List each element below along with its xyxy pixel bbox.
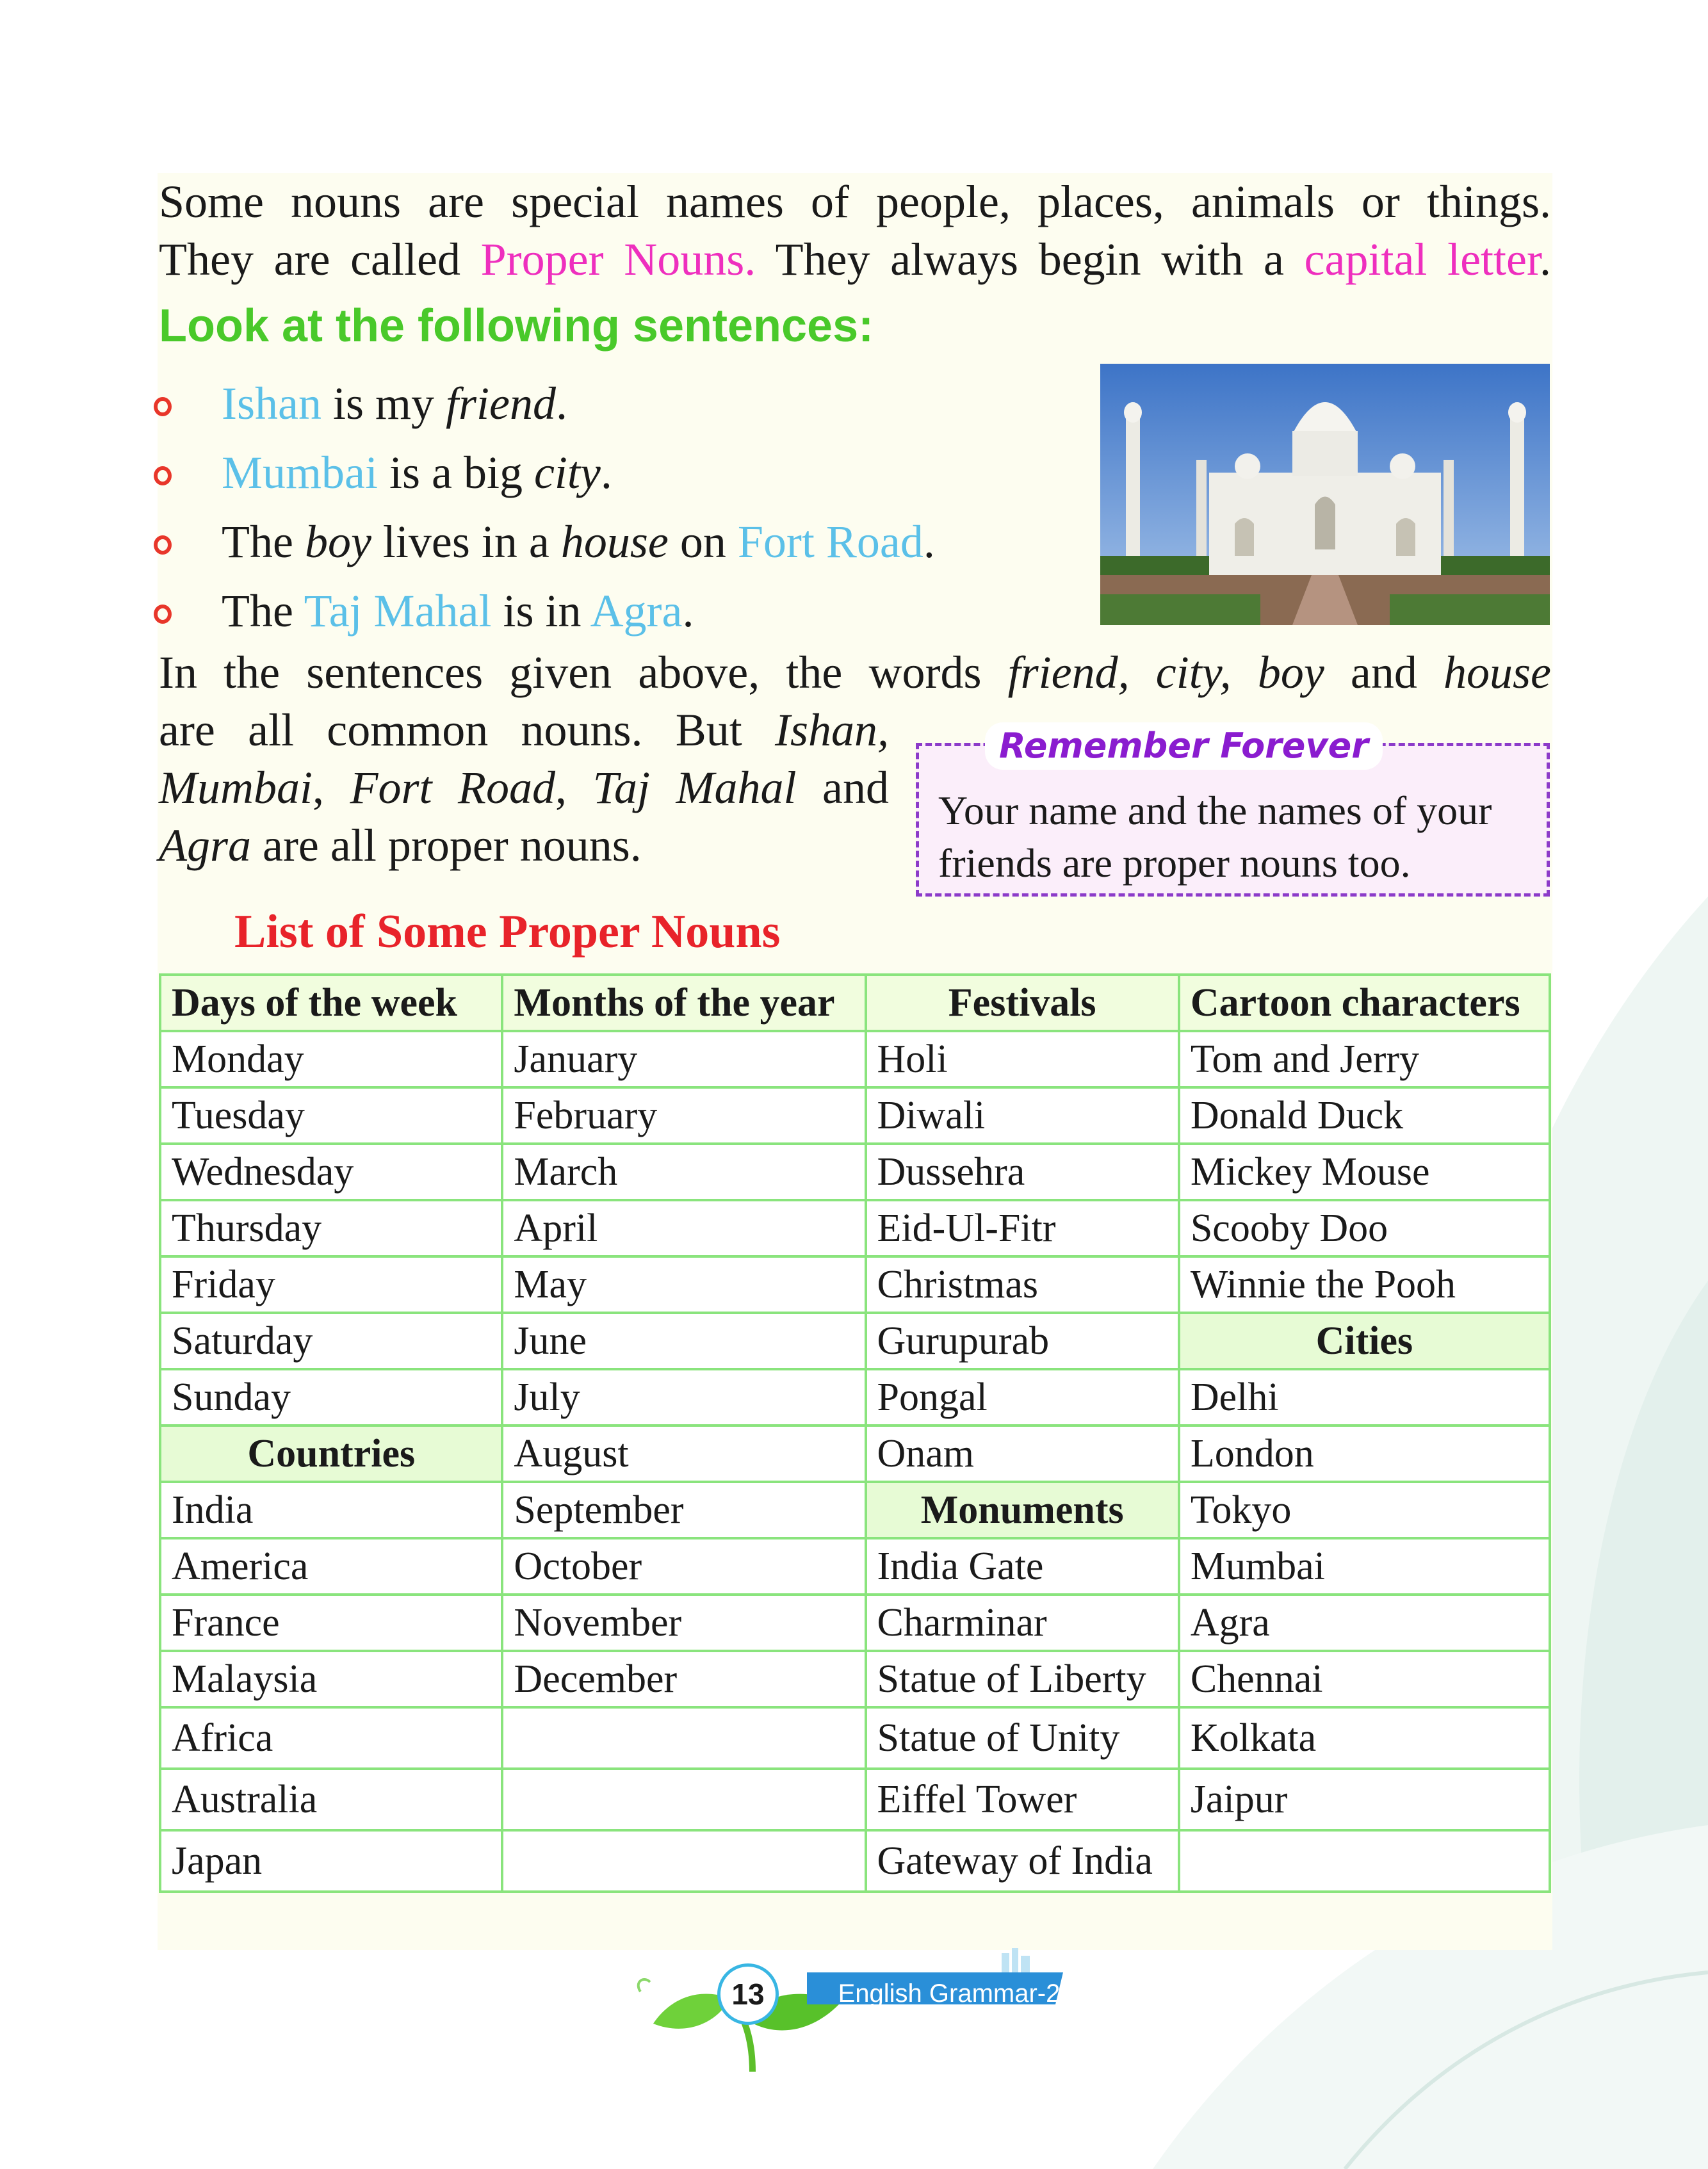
table-cell: Jaipur [1179, 1769, 1550, 1830]
table-cell: Saturday [160, 1313, 502, 1369]
intro-text: . [1540, 234, 1551, 285]
table-row [160, 1651, 1550, 1707]
sentence-text: is in [491, 585, 590, 637]
table-cell: Charminar [866, 1595, 1179, 1651]
sentence-text: The [222, 585, 304, 637]
column-header: Days of the week [160, 975, 502, 1031]
proper-noun: Fort Road [737, 516, 923, 567]
table-cell: Wednesday [160, 1144, 502, 1200]
intro-text: They always begin with a [756, 234, 1305, 285]
table-cell [502, 1769, 865, 1830]
intro-paragraph [159, 173, 1551, 288]
sentence-text: . [555, 378, 567, 429]
table-cell: Africa [160, 1707, 502, 1769]
table-row [160, 1256, 1550, 1313]
intro-line-1: Some nouns are special names of people, places, animals or things. [159, 176, 1551, 227]
explanation-text: , [312, 762, 350, 813]
table-cell: Donald Duck [1179, 1087, 1550, 1144]
table-cell: Mickey Mouse [1179, 1144, 1550, 1200]
table-cell: Holi [866, 1031, 1179, 1087]
table-cell: Dussehra [866, 1144, 1179, 1200]
table-cell: India Gate [866, 1538, 1179, 1595]
table-cell: Eid-Ul-Fitr [866, 1200, 1179, 1256]
sentence-text: lives in a [371, 516, 561, 567]
table-cell: Japan [160, 1830, 502, 1892]
explanation-text: are all proper nouns. [251, 820, 642, 871]
table-row [160, 1031, 1550, 1087]
column-header: Months of the year [502, 975, 865, 1031]
common-noun: city [533, 447, 601, 498]
explanation-text: and [796, 762, 890, 813]
explanation-line-4 [159, 816, 889, 874]
capital-letter-highlight: capital letter [1304, 234, 1540, 285]
explanation-italic: Mumbai [159, 762, 313, 813]
table-row [160, 1087, 1550, 1144]
remember-line-2: friends are proper nouns too. [938, 840, 1411, 886]
proper-noun: Taj Mahal [304, 585, 492, 637]
table-row [160, 1707, 1550, 1769]
table-cell: Friday [160, 1256, 502, 1313]
explanation-text: are all common nouns. But [159, 704, 775, 756]
table-cell: Eiffel Tower [866, 1769, 1179, 1830]
table-cell: February [502, 1087, 865, 1144]
sentence-text: is my [321, 378, 446, 429]
table-cell: April [502, 1200, 865, 1256]
table-cell: Monday [160, 1031, 502, 1087]
explanation-italic: Fort Road [350, 762, 556, 813]
bullet-circle-icon [154, 397, 172, 416]
table-cell: Delhi [1179, 1369, 1550, 1426]
intro-text: They are called [159, 234, 481, 285]
table-row [160, 1426, 1550, 1482]
table-row [160, 1538, 1550, 1595]
table-cell: Gurupurab [866, 1313, 1179, 1369]
explanation-italic: Taj Mahal [592, 762, 797, 813]
table-cell: Tuesday [160, 1087, 502, 1144]
remember-forever-text [938, 784, 1540, 890]
proper-noun: Mumbai [222, 447, 378, 498]
remember-forever-title: Remember Forever [985, 722, 1383, 770]
table-cell: Tokyo [1179, 1482, 1550, 1538]
explanation-italic: Ishan, [775, 704, 889, 756]
table-cell: December [502, 1651, 865, 1707]
table-row [160, 1595, 1550, 1651]
table-row [160, 1144, 1550, 1200]
page-number: 13 [717, 1963, 779, 2025]
column-header: Cartoon characters [1179, 975, 1550, 1031]
category-subheader: Countries [160, 1426, 502, 1482]
remember-line-1: Your name and the names of your [938, 788, 1492, 833]
explanation-line-1 [159, 644, 1551, 701]
table-cell: Agra [1179, 1595, 1550, 1651]
explanation-italic: friend, city, boy [1007, 647, 1324, 698]
table-cell: Winnie the Pooh [1179, 1256, 1550, 1313]
table-cell: Sunday [160, 1369, 502, 1426]
table-cell: Chennai [1179, 1651, 1550, 1707]
explanation-italic: house [1444, 647, 1551, 698]
table-cell: London [1179, 1426, 1550, 1482]
table-row [160, 1369, 1550, 1426]
sentence-text: . [600, 447, 612, 498]
proper-noun: Agra [590, 585, 683, 637]
table-cell: Gateway of India [866, 1830, 1179, 1892]
category-subheader: Cities [1179, 1313, 1550, 1369]
sentence-text: is a big [377, 447, 534, 498]
explanation-line-2 [159, 701, 889, 759]
table-cell: May [502, 1256, 865, 1313]
explanation-italic: Agra [159, 820, 251, 871]
table-cell: Christmas [866, 1256, 1179, 1313]
table-cell: France [160, 1595, 502, 1651]
table-cell: June [502, 1313, 865, 1369]
explanation-text: In the sentences given above, the words [159, 647, 1008, 698]
table-row [160, 1769, 1550, 1830]
bullet-circle-icon [154, 605, 172, 624]
sentence-text: . [682, 585, 694, 637]
table-cell: Statue of Liberty [866, 1651, 1179, 1707]
common-noun: boy [304, 516, 371, 567]
bullet-circle-icon [154, 466, 172, 485]
table-row [160, 1200, 1550, 1256]
table-cell: November [502, 1595, 865, 1651]
table-cell: August [502, 1426, 865, 1482]
proper-nouns-table [159, 973, 1551, 1893]
table-cell: Tom and Jerry [1179, 1031, 1550, 1087]
table-cell: September [502, 1482, 865, 1538]
column-header: Festivals [866, 975, 1179, 1031]
table-cell: Thursday [160, 1200, 502, 1256]
table-cell: January [502, 1031, 865, 1087]
common-noun: house [560, 516, 669, 567]
table-cell: July [502, 1369, 865, 1426]
table-row [160, 1313, 1550, 1369]
taj-mahal-photo [1100, 364, 1550, 625]
sentence-text: on [668, 516, 738, 567]
table-cell: Australia [160, 1769, 502, 1830]
list-title: List of Some Proper Nouns [234, 906, 781, 958]
category-subheader: Monuments [866, 1482, 1179, 1538]
table-cell: October [502, 1538, 865, 1595]
table-cell: India [160, 1482, 502, 1538]
table-cell: Statue of Unity [866, 1707, 1179, 1769]
proper-noun: Ishan [222, 378, 321, 429]
table-cell: Malaysia [160, 1651, 502, 1707]
table-cell: Mumbai [1179, 1538, 1550, 1595]
table-cell: America [160, 1538, 502, 1595]
table-cell: Kolkata [1179, 1707, 1550, 1769]
table-cell: Onam [866, 1426, 1179, 1482]
table-cell: March [502, 1144, 865, 1200]
explanation-text: and [1324, 647, 1444, 698]
table-cell: Pongal [866, 1369, 1179, 1426]
intro-line-2 [159, 231, 1551, 288]
table-cell [502, 1830, 865, 1892]
proper-nouns-highlight: Proper Nouns. [480, 234, 756, 285]
table-cell: Diwali [866, 1087, 1179, 1144]
sentence-text: The [222, 516, 305, 567]
table-row [160, 1830, 1550, 1892]
table-cell [1179, 1830, 1550, 1892]
explanation-text: , [555, 762, 593, 813]
table-row [160, 1482, 1550, 1538]
section-heading: Look at the following sentences: [159, 300, 874, 352]
table-cell: Scooby Doo [1179, 1200, 1550, 1256]
sentence-text: . [923, 516, 935, 567]
common-noun: friend [445, 378, 556, 429]
bullet-circle-icon [154, 535, 172, 555]
book-title: English Grammar-2 [838, 1979, 1061, 2008]
explanation-line-3 [159, 759, 889, 816]
table-cell [502, 1707, 865, 1769]
table-header-row [160, 975, 1550, 1031]
